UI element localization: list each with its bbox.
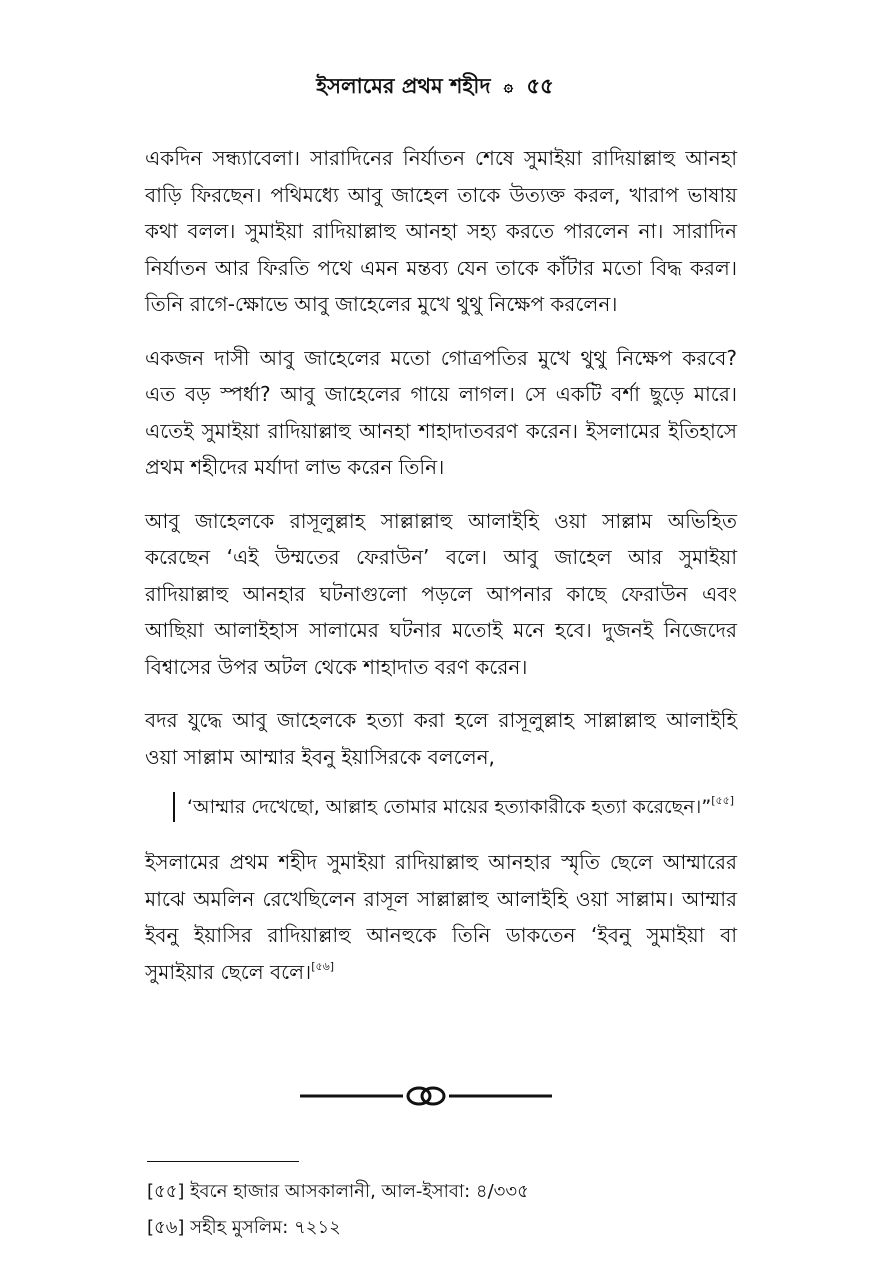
footnote-marker: [৫৫]	[147, 1181, 185, 1202]
page-number: ৫৫	[526, 74, 554, 98]
ornament-glyph-icon: ۞	[503, 76, 514, 95]
footnote-text: ইবনে হাজার আসকালানী, আল-ইসাবা: ৪/৩৩৫	[190, 1181, 529, 1202]
paragraph: আবু জাহেলকে রাসূলুল্লাহ সাল্লাল্লাহু আলাইহি ওয়া সাল্লাম অভিহিত করেছেন ‘এই উম্মতের ফেরাউন’ বলে। আবু জাহেল আর সুমাইয়া রাদিয়াল্লাহু আনহার ঘটনাগুলো পড়লে আপনার কাছে ফেরাউন এবং আছিয়া আলাইহাস সালামের ঘটনার মতোই মনে হবে। দুজনই নিজেদের বিশ্বাসের উপর অটল থেকে শাহাদাত বরণ করেন।	[145, 508, 737, 679]
body-text	[145, 140, 737, 1007]
section-divider-ornament-icon	[300, 1081, 552, 1111]
paragraph: একজন দাসী আবু জাহেলের মতো গোত্রপতির মুখে থুথু নিক্ষেপ করবে? এত বড় স্পর্ধা? আবু জাহেলের গায়ে লাগল। সে একটি বর্শা ছুড়ে মারে। এতেই সুমাইয়া রাদিয়াল্লাহু আনহা শাহাদাতবরণ করেন। ইসলামের ইতিহাসে প্রথম শহীদের মর্যাদা লাভ করেন তিনি।	[145, 345, 737, 479]
paragraph: একদিন সন্ধ্যাবেলা। সারাদিনের নির্যাতন শেষে সুমাইয়া রাদিয়াল্লাহু আনহা বাড়ি ফিরছেন। পথিমধ্যে আবু জাহেল তাকে উত্যক্ত করল, খারাপ ভাষায় কথা বলল। সুমাইয়া রাদিয়াল্লাহু আনহা সহ্য করতে পারলেন না। সারাদিন নির্যাতন আর ফিরতি পথে এমন মন্তব্য যেন তাকে কাঁটার মতো বিদ্ধ করল। তিনি রাগে-ক্ষোভে আবু জাহেলের মুখে থুথু নিক্ষেপ করলেন।	[145, 146, 737, 316]
footnote-ref-55[interactable]: [৫৫]	[711, 794, 735, 807]
block-quote	[173, 792, 737, 822]
footnote-ref-56[interactable]: [৫৬]	[311, 959, 335, 973]
footnote-divider	[147, 1161, 299, 1162]
footnote-item	[147, 1174, 747, 1210]
closing-text: ইসলামের প্রথম শহীদ সুমাইয়া রাদিয়াল্লাহু আনহার স্মৃতি ছেলে আম্মারের মাঝে অমলিন রেখেছিলেন রাসূল সাল্লাল্লাহু আলাইহি ওয়া সাল্লাম। আম্মার ইবনু ইয়াসির রাদিয়াল্লাহু আনহুকে তিনি ডাকতেন ‘ইবনু সুমাইয়া বা সুমাইয়ার ছেলে বলে।	[145, 850, 737, 984]
running-header	[0, 70, 870, 105]
header-title: ইসলামের প্রথম শহীদ	[316, 74, 491, 98]
quote-text: ‘আম্মার দেখেছো, আল্লাহ তোমার মায়ের হত্যাকারীকে হত্যা করেছেন।”	[187, 796, 712, 818]
footnote-item	[147, 1210, 747, 1246]
paragraph	[145, 844, 737, 990]
footnote-text: সহীহ মুসলিম: ৭২১২	[190, 1217, 341, 1238]
paragraph: বদর যুদ্ধে আবু জাহেলকে হত্যা করা হলে রাসূলুল্লাহ সাল্লাল্লাহু আলাইহি ওয়া সাল্লাম আম্মার ইবনু ইয়াসিরকে বললেন,	[145, 708, 737, 769]
footnote-marker: [৫৬]	[147, 1217, 185, 1238]
footnotes	[147, 1174, 747, 1246]
